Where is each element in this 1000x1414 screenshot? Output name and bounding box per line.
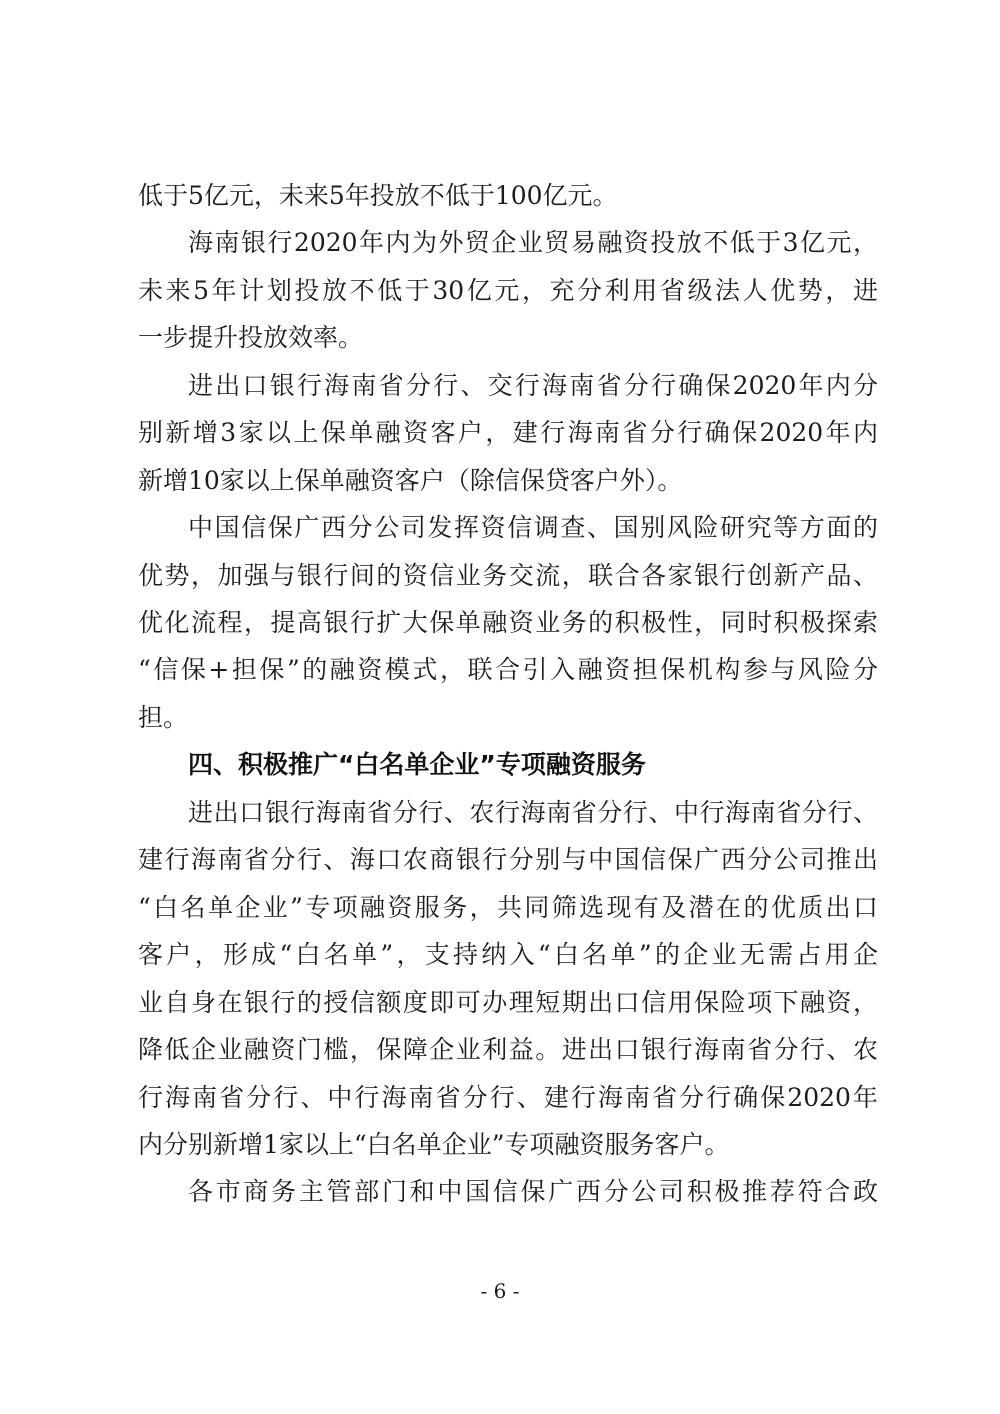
paragraph-line: 进出口银行海南省分行、农行海南省分行、中行海南省分行、: [188, 798, 878, 827]
paragraph-line: 进出口银行海南省分行、交行海南省分行确保2020年内分: [188, 371, 878, 400]
paragraph-line: 行海南省分行、中行海南省分行、建行海南省分行确保2020年: [138, 1083, 878, 1112]
paragraph-line: 担。: [138, 703, 189, 732]
paragraph-line: 别新增3家以上保单融资客户，建行海南省分行确保2020年内: [138, 418, 878, 447]
paragraph-line: 各市商务主管部门和中国信保广西分公司积极推荐符合政: [188, 1177, 878, 1206]
paragraph-line: 建行海南省分行、海口农商银行分别与中国信保广西分公司推出: [138, 845, 878, 874]
section-heading: 四、积极推广“白名单企业”专项融资服务: [188, 750, 646, 779]
paragraph-line: 业自身在银行的授信额度即可办理短期出口信用保险项下融资，: [138, 988, 878, 1017]
paragraph-line: “白名单企业”专项融资服务，共同筛选现有及潜在的优质出口: [138, 893, 878, 922]
paragraph-line: 内分别新增1家以上“白名单企业”专项融资服务客户。: [138, 1130, 730, 1159]
paragraph-line: 中国信保广西分公司发挥资信调查、国别风险研究等方面的: [188, 513, 878, 542]
paragraph-line: “信保+担保”的融资模式，联合引入融资担保机构参与风险分: [138, 655, 878, 684]
paragraph-line: 新增10家以上保单融资客户（除信保贷客户外）。: [138, 466, 683, 495]
paragraph-line: 降低企业融资门槛，保障企业利益。进出口银行海南省分行、农: [138, 1035, 878, 1064]
paragraph-line: 客户，形成“白名单”，支持纳入“白名单”的企业无需占用企: [138, 940, 878, 969]
paragraph-line: 海南银行2020年内为外贸企业贸易融资投放不低于3亿元，: [188, 228, 878, 257]
paragraph-line: 未来5年计划投放不低于30亿元，充分利用省级法人优势，进: [138, 276, 878, 305]
paragraph-line: 低于5亿元，未来5年投放不低于100亿元。: [138, 181, 618, 210]
page-number: - 6 -: [480, 1279, 520, 1303]
paragraph-line: 优化流程，提高银行扩大保单融资业务的积极性，同时积极探索: [138, 608, 878, 637]
paragraph-line: 优势，加强与银行间的资信业务交流，联合各家银行创新产品、: [138, 561, 878, 590]
paragraph-line: 一步提升投放效率。: [138, 323, 364, 352]
